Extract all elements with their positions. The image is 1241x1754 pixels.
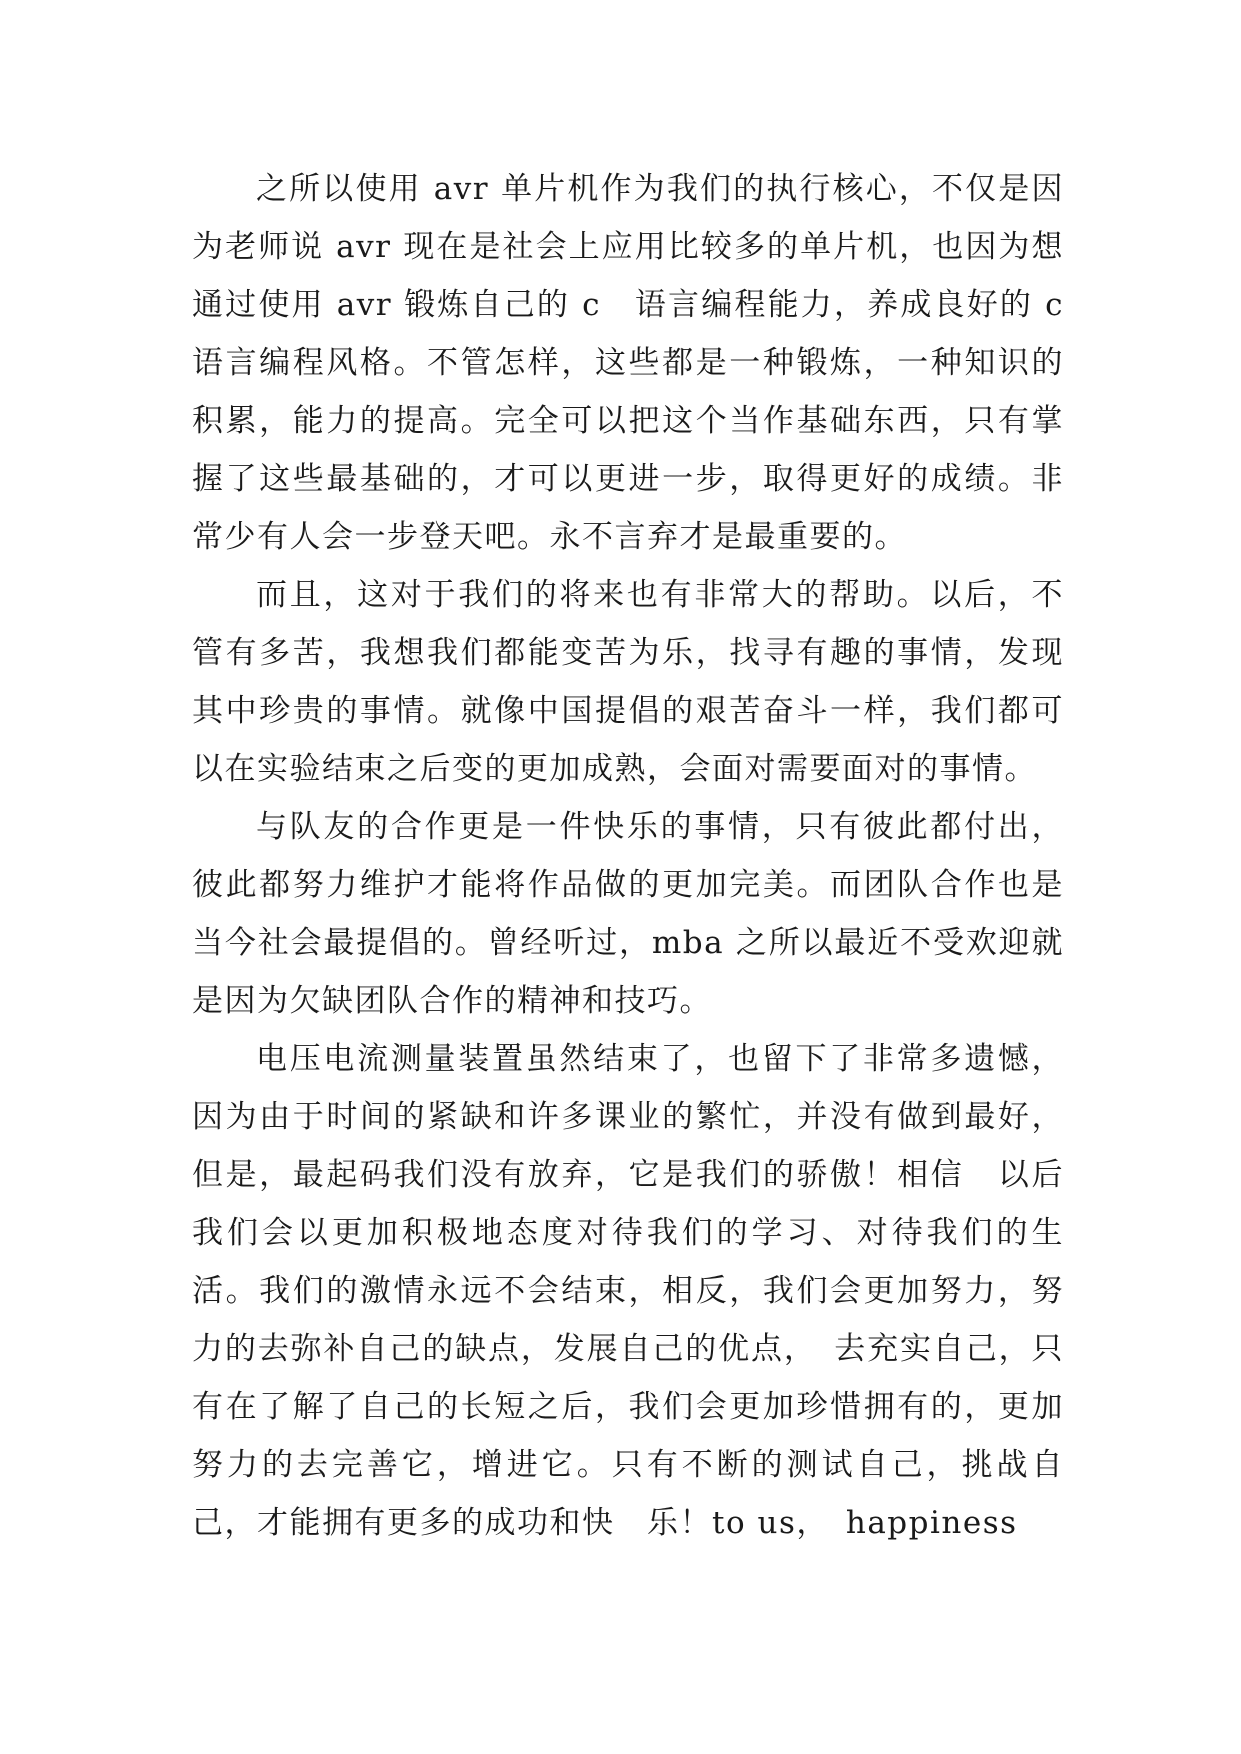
paragraph-future-help: 而且，这对于我们的将来也有非常大的帮助。以后，不管有多苦，我想我们都能变苦为乐，找寻有趣的事情，发现其中珍贵的事情。就像中国提倡的艰苦奋斗一样，我们都可以在实验结束之后变的更加成熟，会面对需要面对的事情。	[192, 577, 1064, 787]
paragraph-avr-core: 之所以使用 avr 单片机作为我们的执行核心，不仅是因为老师说 avr 现在是社会上应用比较多的单片机，也因为想通过使用 avr 锻炼自己的 c 语言编程能力，养成良好的 c 语言编程风格。不管怎样，这些都是一种锻炼，一种知识的积累，能力的提高。完全可以把这个当作基础东西，只有掌握了这些最基础的，才可以更进一步，取得更好的成绩。非常少有人会一步登天吧。永不言弃才是最重要的。	[192, 171, 1064, 555]
paragraph-conclusion: 电压电流测量装置虽然结束了，也留下了非常多遗憾，因为由于时间的紧缺和许多课业的繁忙，并没有做到最好，但是，最起码我们没有放弃，它是我们的骄傲！相信 以后我们会以更加积极地态度对待我们的学习、对待我们的生活。我们的激情永远不会结束，相反，我们会更加努力，努力的去弥补自己的缺点，发展自己的优点， 去充实自己，只有在了解了自己的长短之后，我们会更加珍惜拥有的，更加努力的去完善它，增进它。只有不断的测试自己，挑战自己，才能拥有更多的成功和快 乐！to us， happiness	[192, 1041, 1064, 1541]
paragraph-teamwork: 与队友的合作更是一件快乐的事情，只有彼此都付出，彼此都努力维护才能将作品做的更加完美。而团队合作也是当今社会最提倡的。曾经听过，mba 之所以最近不受欢迎就是因为欠缺团队合作的精神和技巧。	[192, 809, 1064, 1019]
body-text	[192, 160, 1064, 1552]
